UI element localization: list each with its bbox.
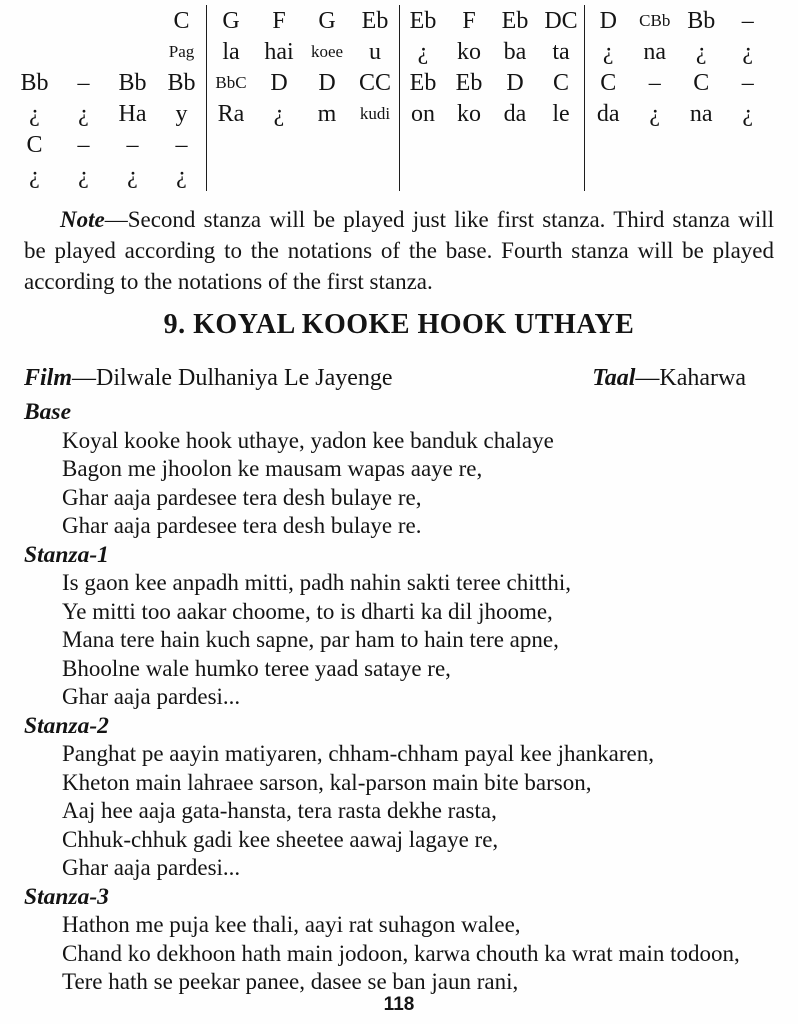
notation-cell [725,129,772,160]
notation-cell: kudi [359,104,391,123]
notation-cell: C [26,131,43,158]
notation-cell [446,160,492,191]
notation-cell: ¿ [649,100,661,127]
film-entry [24,364,393,392]
section-heading: Base [24,399,71,425]
notation-group [207,5,400,191]
notation-cell: koee [310,42,344,61]
lyric-line: Ghar aaja pardesee tera desh bulaye re. [62,513,422,538]
notation-cell [108,36,157,67]
lyric-line: Ghar aaja pardesi... [62,684,241,709]
notation-cell: Pag [168,42,195,61]
notation-cell [303,160,351,191]
notation-cell: ¿ [78,100,89,127]
notation-cell [207,160,255,191]
film-label: Film [24,365,73,391]
lyric-line: Ye mitti too aakar choome, to is dharti ka dil jhoome, [62,598,553,624]
notation-cell [255,160,303,191]
notation-cell: C [552,69,569,96]
notation-cell: Bb [118,69,147,96]
notation-cell: – [741,7,754,34]
taal-label: Taal [592,365,636,391]
notation-cell: ¿ [127,162,138,189]
notation-cell: Eb [501,7,529,34]
notation-table [10,5,798,191]
notation-cell [492,129,538,160]
lyric-line: Kheton main lahraee sarson, kal-parson main bite barson, [62,769,592,795]
notation-cell: la [222,38,240,65]
notation-cell [446,129,492,160]
lyric-line: Chhuk-chhuk gadi kee sheetee aawaj lagaye re, [62,826,499,852]
notation-cell: G [318,7,336,34]
notation-cell: BbC [215,73,247,92]
notation-cell: m [317,100,337,127]
notation-group [585,5,771,191]
notation-cell [492,160,538,191]
notation-cell: y [175,100,188,127]
notation-cell: – [741,69,754,96]
lyrics-section [0,398,798,541]
notation-cell [585,160,632,191]
lyric-line: Tere hath se peekar panee, dasee se ban jaun rani, [62,969,519,994]
notation-cell [108,5,157,36]
lyric-line: Panghat pe aayin matiyaren, chham-chham payal kee jhankaren, [62,741,654,766]
notation-cell: C [693,69,710,96]
notation-cell: CBb [639,11,671,30]
taal-entry [592,364,746,392]
notation-group [400,5,585,191]
notation-cell: ¿ [602,38,614,65]
notation-cell [303,129,351,160]
lyric-line: Ghar aaja pardesi... [62,855,241,880]
notation-cell: ta [552,38,570,65]
notation-cell: – [77,69,90,96]
notation-cell: – [648,69,661,96]
notation-cell: – [175,131,188,158]
lyrics-sections [0,398,798,997]
notation-cell: Bb [167,69,196,96]
note-paragraph [24,204,774,297]
notation-cell: Ra [217,100,245,127]
notation-cell [207,129,255,160]
notation-cell [585,129,632,160]
notation-cell: – [126,131,139,158]
notation-cell [59,5,108,36]
notation-cell [678,160,725,191]
song-title: 9. KOYAL KOOKE HOOK UTHAYE [163,309,635,340]
notation-cell: Eb [455,69,483,96]
notation-cell: D [506,69,524,96]
notation-cell: da [503,100,527,127]
lyric-line: Aaj hee aaja gata-hansta, tera rasta dekhe rasta, [62,798,497,823]
notation-cell: ¿ [29,100,40,127]
notation-cell: le [552,100,570,127]
notation-cell: na [689,100,713,127]
lyric-line: Koyal kooke hook uthaye, yadon kee banduk chalaye [62,427,554,453]
notation-cell: F [272,7,286,34]
notation-cell [10,5,59,36]
lyric-line: Hathon me puja kee thali, aayi rat suhagon walee, [62,912,521,937]
notation-cell [632,160,679,191]
lyric-line: Chand ko dekhoon hath main jodoon, karwa chouth ka wrat main todoon, [62,940,740,966]
notation-cell: ¿ [695,38,707,65]
note-text: Second stanza will be played just like first stanza. Third stanza will be played according to the notations of the base. Fourth stanza will be played according to the notations of the first stanza. [24,207,774,294]
notation-cell [255,129,303,160]
notation-cell: ko [457,100,481,127]
taal-dash: — [635,365,660,391]
notation-cell: CC [358,69,391,96]
note-label: Note [60,207,105,232]
notation-cell: ¿ [273,100,285,127]
notation-cell: DC [544,7,578,34]
notation-cell: C [600,69,617,96]
film-value: Dilwale Dulhaniya Le Jayenge [96,365,393,391]
notation-cell: Bb [687,7,716,34]
lyric-line: Ghar aaja pardesee tera desh bulaye re, [62,484,422,510]
notation-cell: u [369,38,381,65]
notation-cell [678,129,725,160]
notation-group [10,5,207,191]
notation-cell [351,129,399,160]
notation-cell: D [318,69,336,96]
notation-cell [351,160,399,191]
section-heading: Stanza-2 [24,712,109,739]
notation-cell: ¿ [78,162,89,189]
notation-cell: ¿ [742,38,754,65]
notation-cell: F [462,7,476,34]
lyric-line: Bhoolne wale humko teree yaad sataye re, [62,655,451,681]
notation-cell: da [596,100,620,127]
lyrics-section [0,883,798,997]
lyrics-section [0,712,798,883]
notation-cell: Ha [118,100,147,127]
notation-cell: G [222,7,240,34]
notation-cell: ¿ [417,38,429,65]
taal-value: Kaharwa [659,365,746,391]
notation-cell: Eb [409,69,437,96]
notation-cell: C [173,7,190,34]
notation-cell [538,160,584,191]
notation-cell [10,36,59,67]
notation-cell: hai [264,38,294,65]
notation-cell: Bb [20,69,49,96]
lyric-line: Bagon me jhoolon ke mausam wapas aaye re, [62,456,483,481]
notation-cell: ¿ [29,162,40,189]
notation-cell [632,129,679,160]
film-taal-row [24,364,746,392]
note-dash: — [104,207,128,232]
notation-cell [400,160,446,191]
lyric-line: Is gaon kee anpadh mitti, padh nahin sakti teree chitthi, [62,570,572,595]
notation-cell [725,160,772,191]
lyrics-section [0,541,798,712]
film-dash: — [72,365,97,391]
notation-cell: ba [503,38,527,65]
notation-cell: na [643,38,667,65]
notation-cell [59,36,108,67]
notation-cell [538,129,584,160]
section-heading: Stanza-3 [24,883,109,910]
lyric-line: Mana tere hain kuch sapne, par ham to hain tere apne, [62,627,559,652]
notation-cell: D [599,7,617,34]
notation-cell: – [77,131,90,158]
notation-cell: ko [457,38,481,65]
notation-cell: ¿ [176,162,187,189]
notation-cell [400,129,446,160]
notation-cell: ¿ [742,100,754,127]
notation-cell: Eb [409,7,437,34]
notation-cell: on [411,100,435,127]
notation-cell: D [270,69,288,96]
page-number: 118 [383,994,415,1015]
section-heading: Stanza-1 [24,541,109,568]
notation-cell: Eb [361,7,389,34]
